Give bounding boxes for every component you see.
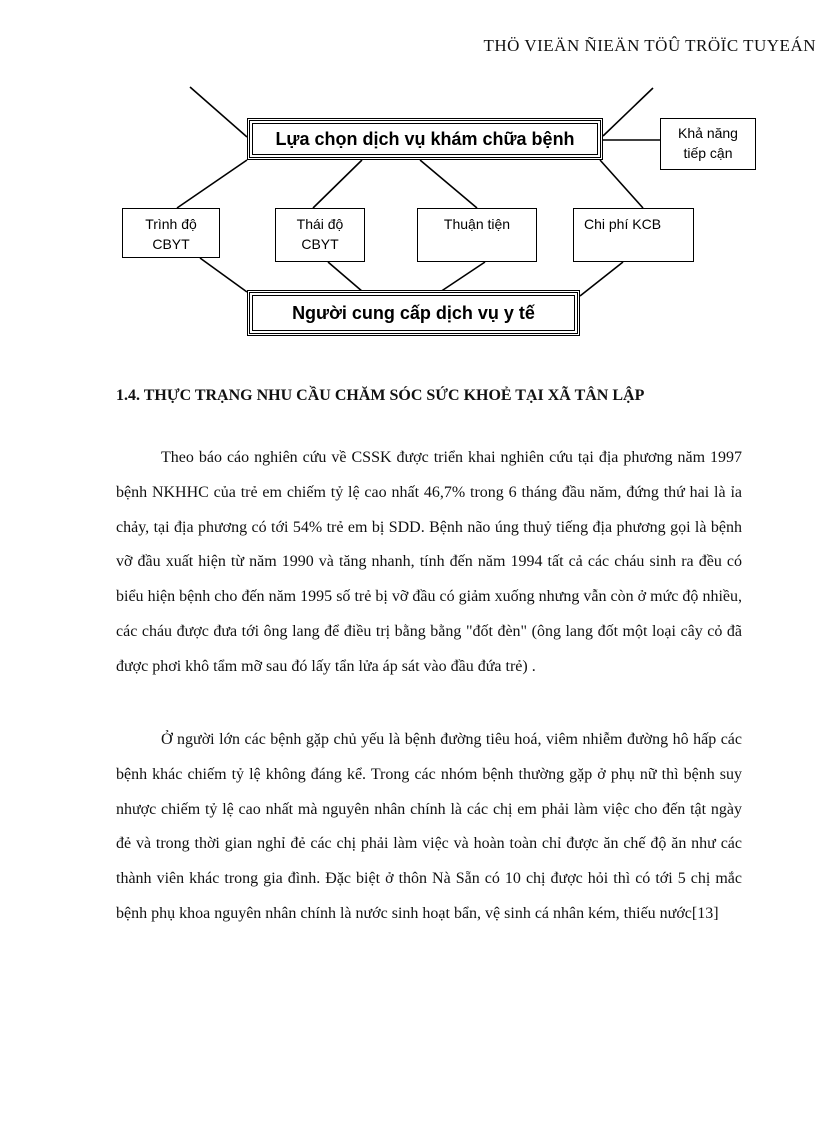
connector-top-factor2 [313, 160, 362, 208]
factor-label-line1: Chi phí KCB [584, 216, 662, 232]
factor-label-line1: Thái độ [296, 216, 344, 232]
top-box-label: Lựa chọn dịch vụ khám chữa bệnh [275, 128, 575, 149]
bottom-box-health-provider [247, 290, 580, 336]
side-box-line1: Khả năng [678, 125, 738, 141]
factor-label-line2: CBYT [301, 236, 339, 252]
connector-top-factor3 [420, 160, 477, 208]
connector-top-left [190, 87, 247, 137]
bottom-box-label: Người cung cấp dịch vụ y tế [292, 302, 535, 323]
page-header-title: THÖ VIEÄN ÑIEÄN TÖÛ TRÖÏC TUYEÁN [483, 36, 816, 55]
connector-top-factor1 [177, 160, 247, 208]
factor-box-staff-level [122, 208, 220, 258]
factor-label-line1: Trình độ [145, 216, 197, 232]
factor-label-line1: Thuận tiện [443, 216, 511, 232]
connector-bottom-factor1 [200, 258, 247, 292]
factor-label-line2: CBYT [152, 236, 190, 252]
side-box-line2: tiếp cận [683, 145, 733, 161]
connector-bottom-factor2 [328, 262, 363, 292]
body-paragraph-2: Ở người lớn các bệnh gặp chủ yếu là bệnh đường tiêu hoá, viêm nhiễm đường hô hấp các bệnh khác chiếm tỷ lệ không đáng kể. Trong các nhóm bệnh thường gặp ở phụ nữ thì bệnh suy nhược chiếm tỷ lệ cao nhất mà nguyên nhân chính là các chị em phải làm việc cho đến tật ngày đẻ và trong thời gian nghỉ đẻ các chị phải làm việc và hoàn toàn chỉ được ăn chế độ ăn như các thành viên khác trong gia đình. Đặc biệt ở thôn Nà Sẵn có 10 chị được hỏi thì có tới 5 chị mắc bệnh phụ khoa nguyên nhân chính là nước sinh hoạt bẩn, vệ sinh cá nhân kém, thiếu nước[13] [116, 731, 742, 922]
connector-top-right [603, 88, 653, 136]
side-box-accessibility [660, 118, 756, 170]
section-heading: 1.4. THỰC TRẠNG NHU CẦU CHĂM SÓC SỨC KHOẺ TẠI XÃ TÂN LẬP [116, 387, 645, 404]
factor-box-cost [573, 208, 694, 262]
connector-bottom-factor4 [580, 262, 623, 296]
top-box-service-choice [247, 118, 603, 160]
body-paragraph-1: Theo báo cáo nghiên cứu về CSSK được triển khai nghiên cứu tại địa phương năm 1997 bệnh NKHHC của trẻ em chiếm tỷ lệ cao nhất 46,7% trong 6 tháng đầu năm, đứng thứ hai là ỉa chảy, tại địa phương có tới 54% trẻ em bị SDD. Bệnh não úng thuỷ tiếng địa phương gọi là bệnh vỡ đầu xuất hiện từ năm 1990 và tăng nhanh, tính đến năm 1994 tất cả các cháu sinh ra đều có biểu hiện bệnh cho đến năm 1995 số trẻ bị vỡ đầu có giảm xuống nhưng vẫn còn ở mức độ nhiều, các cháu được đưa tới ông lang để điều trị bằng bằng "đốt đèn" (ông lang đốt một loại cây cỏ đã được phơi khô tẩm mỡ sau đó lấy tẩn lửa áp sát vào đầu đứa trẻ) . [116, 449, 742, 675]
factor-box-staff-attitude [275, 208, 365, 262]
connector-bottom-factor3 [440, 262, 485, 292]
connector-top-factor4 [600, 160, 643, 208]
factor-box-convenience [417, 208, 537, 262]
